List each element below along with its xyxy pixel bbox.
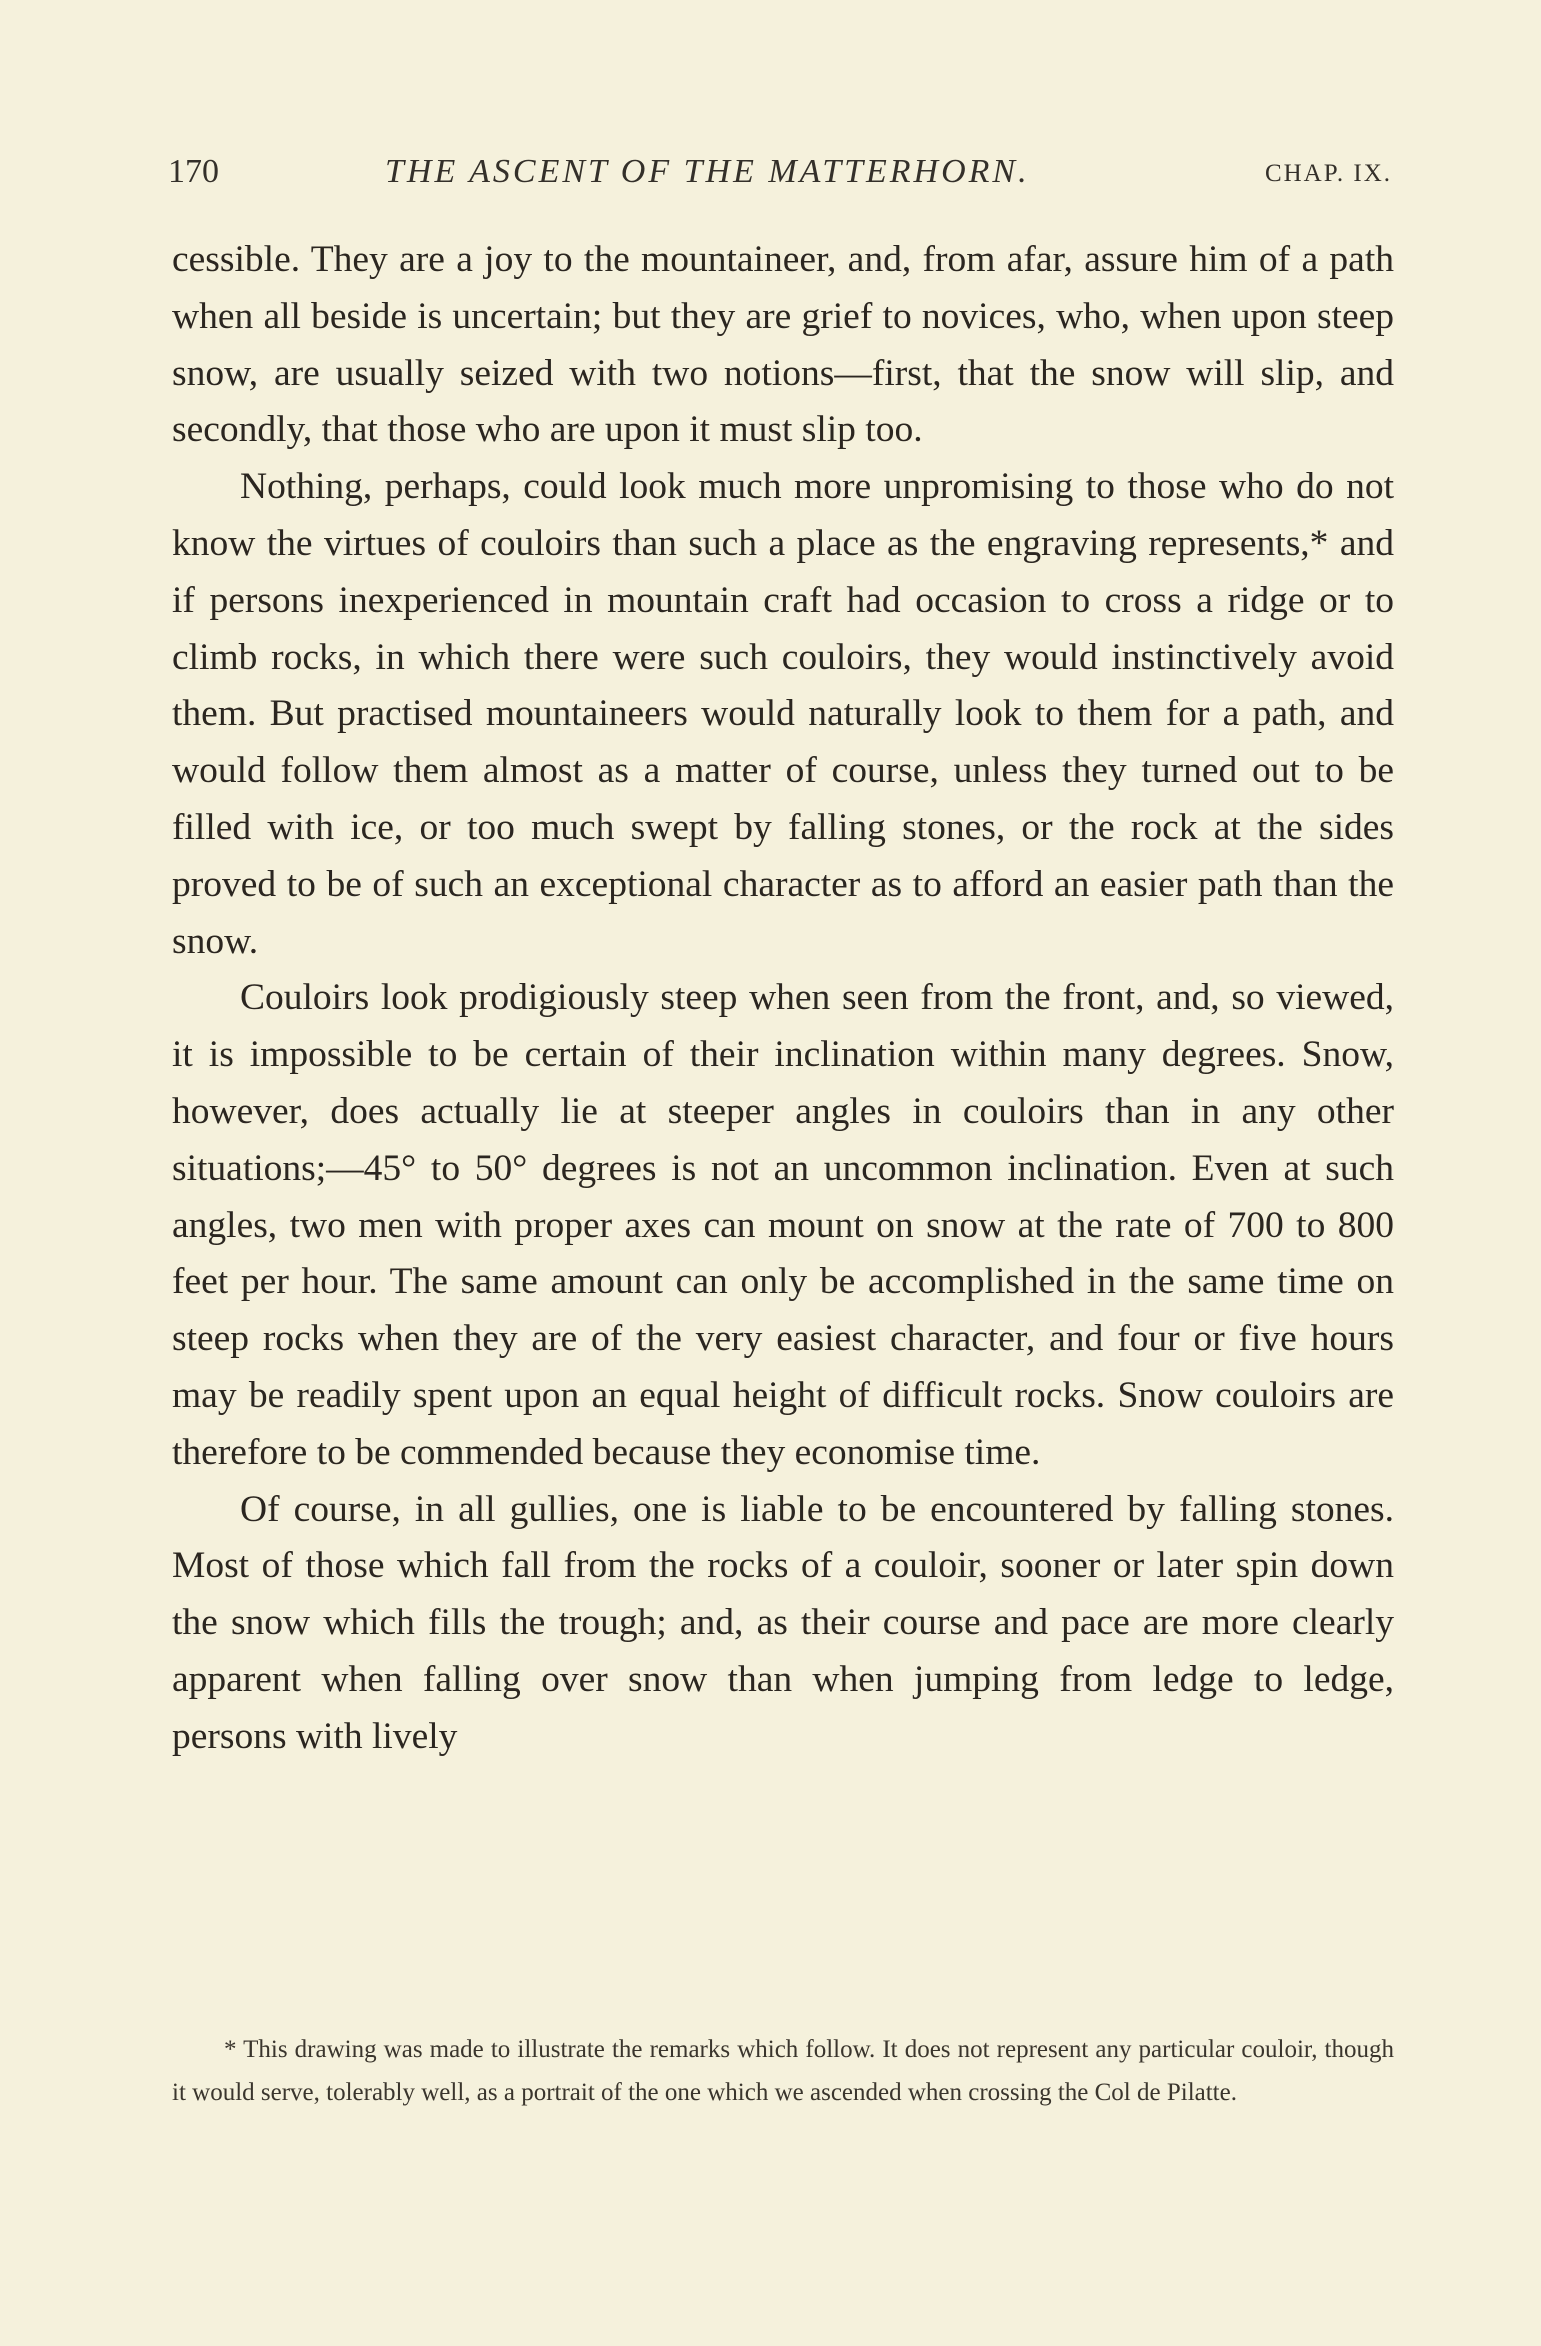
running-head [168,150,1392,194]
paragraph: Couloirs look prodigiously steep when seen from the front, and, so viewed, it is impossible to be certain of their inclination within many degrees. Snow, however, does actually lie at steeper angles in couloirs than in any other situations;—45° to 50° degrees is not an uncommon inclination. Even at such angles, two men with proper axes can mount on snow at the rate of 700 to 800 feet per hour. The same amount can only be accomplished in the same time on steep rocks when they are of the very easiest character, and four or five hours may be readily spent upon an equal height of difficult rocks. Snow couloirs are therefore to be commended because they economise time. [172,977,1394,1473]
book-title: THE ASCENT OF THE MATTERHORN. [385,153,1030,190]
footnote: * This drawing was made to illustrate the remarks which follow. It does not represent any particular couloir, though it would serve, tolerably well, as a portrait of the one which we ascended when crossing the Col de Pilatte. [172,2036,1394,2106]
paragraph-continued: cessible. They are a joy to the mountaineer, and, from afar, assure him of a path when all beside is uncertain; but they are grief to novices, who, when upon steep snow, are usually seized with two notions—first, that the snow will slip, and secondly, that those who are upon it must slip too. [172,239,1394,451]
body-text [172,232,1394,1766]
paragraph: Of course, in all gullies, one is liable to be encountered by falling stones. Most of those which fall from the rocks of a couloir, sooner or later spin down the snow which fills the trough; and, as their course and pace are more clearly apparent when falling over snow than when jumping from ledge to ledge, persons with lively [172,1488,1394,1757]
paragraph: Nothing, perhaps, could look much more unpromising to those who do not know the virtues of couloirs than such a place as the engraving represents,* and if persons inexperienced in mountain craft had occasion to cross a ridge or to climb rocks, in which there were such couloirs, they would instinctively avoid them. But practised mountaineers would naturally look to them for a path, and would follow them almost as a matter of course, unless they turned out to be filled with ice, or too much swept by falling stones, or the rock at the sides proved to be of such an exceptional character as to afford an easier path than the snow. [172,466,1394,962]
chapter-label: CHAP. IX. [1264,160,1392,187]
page-number: 170 [168,153,219,190]
